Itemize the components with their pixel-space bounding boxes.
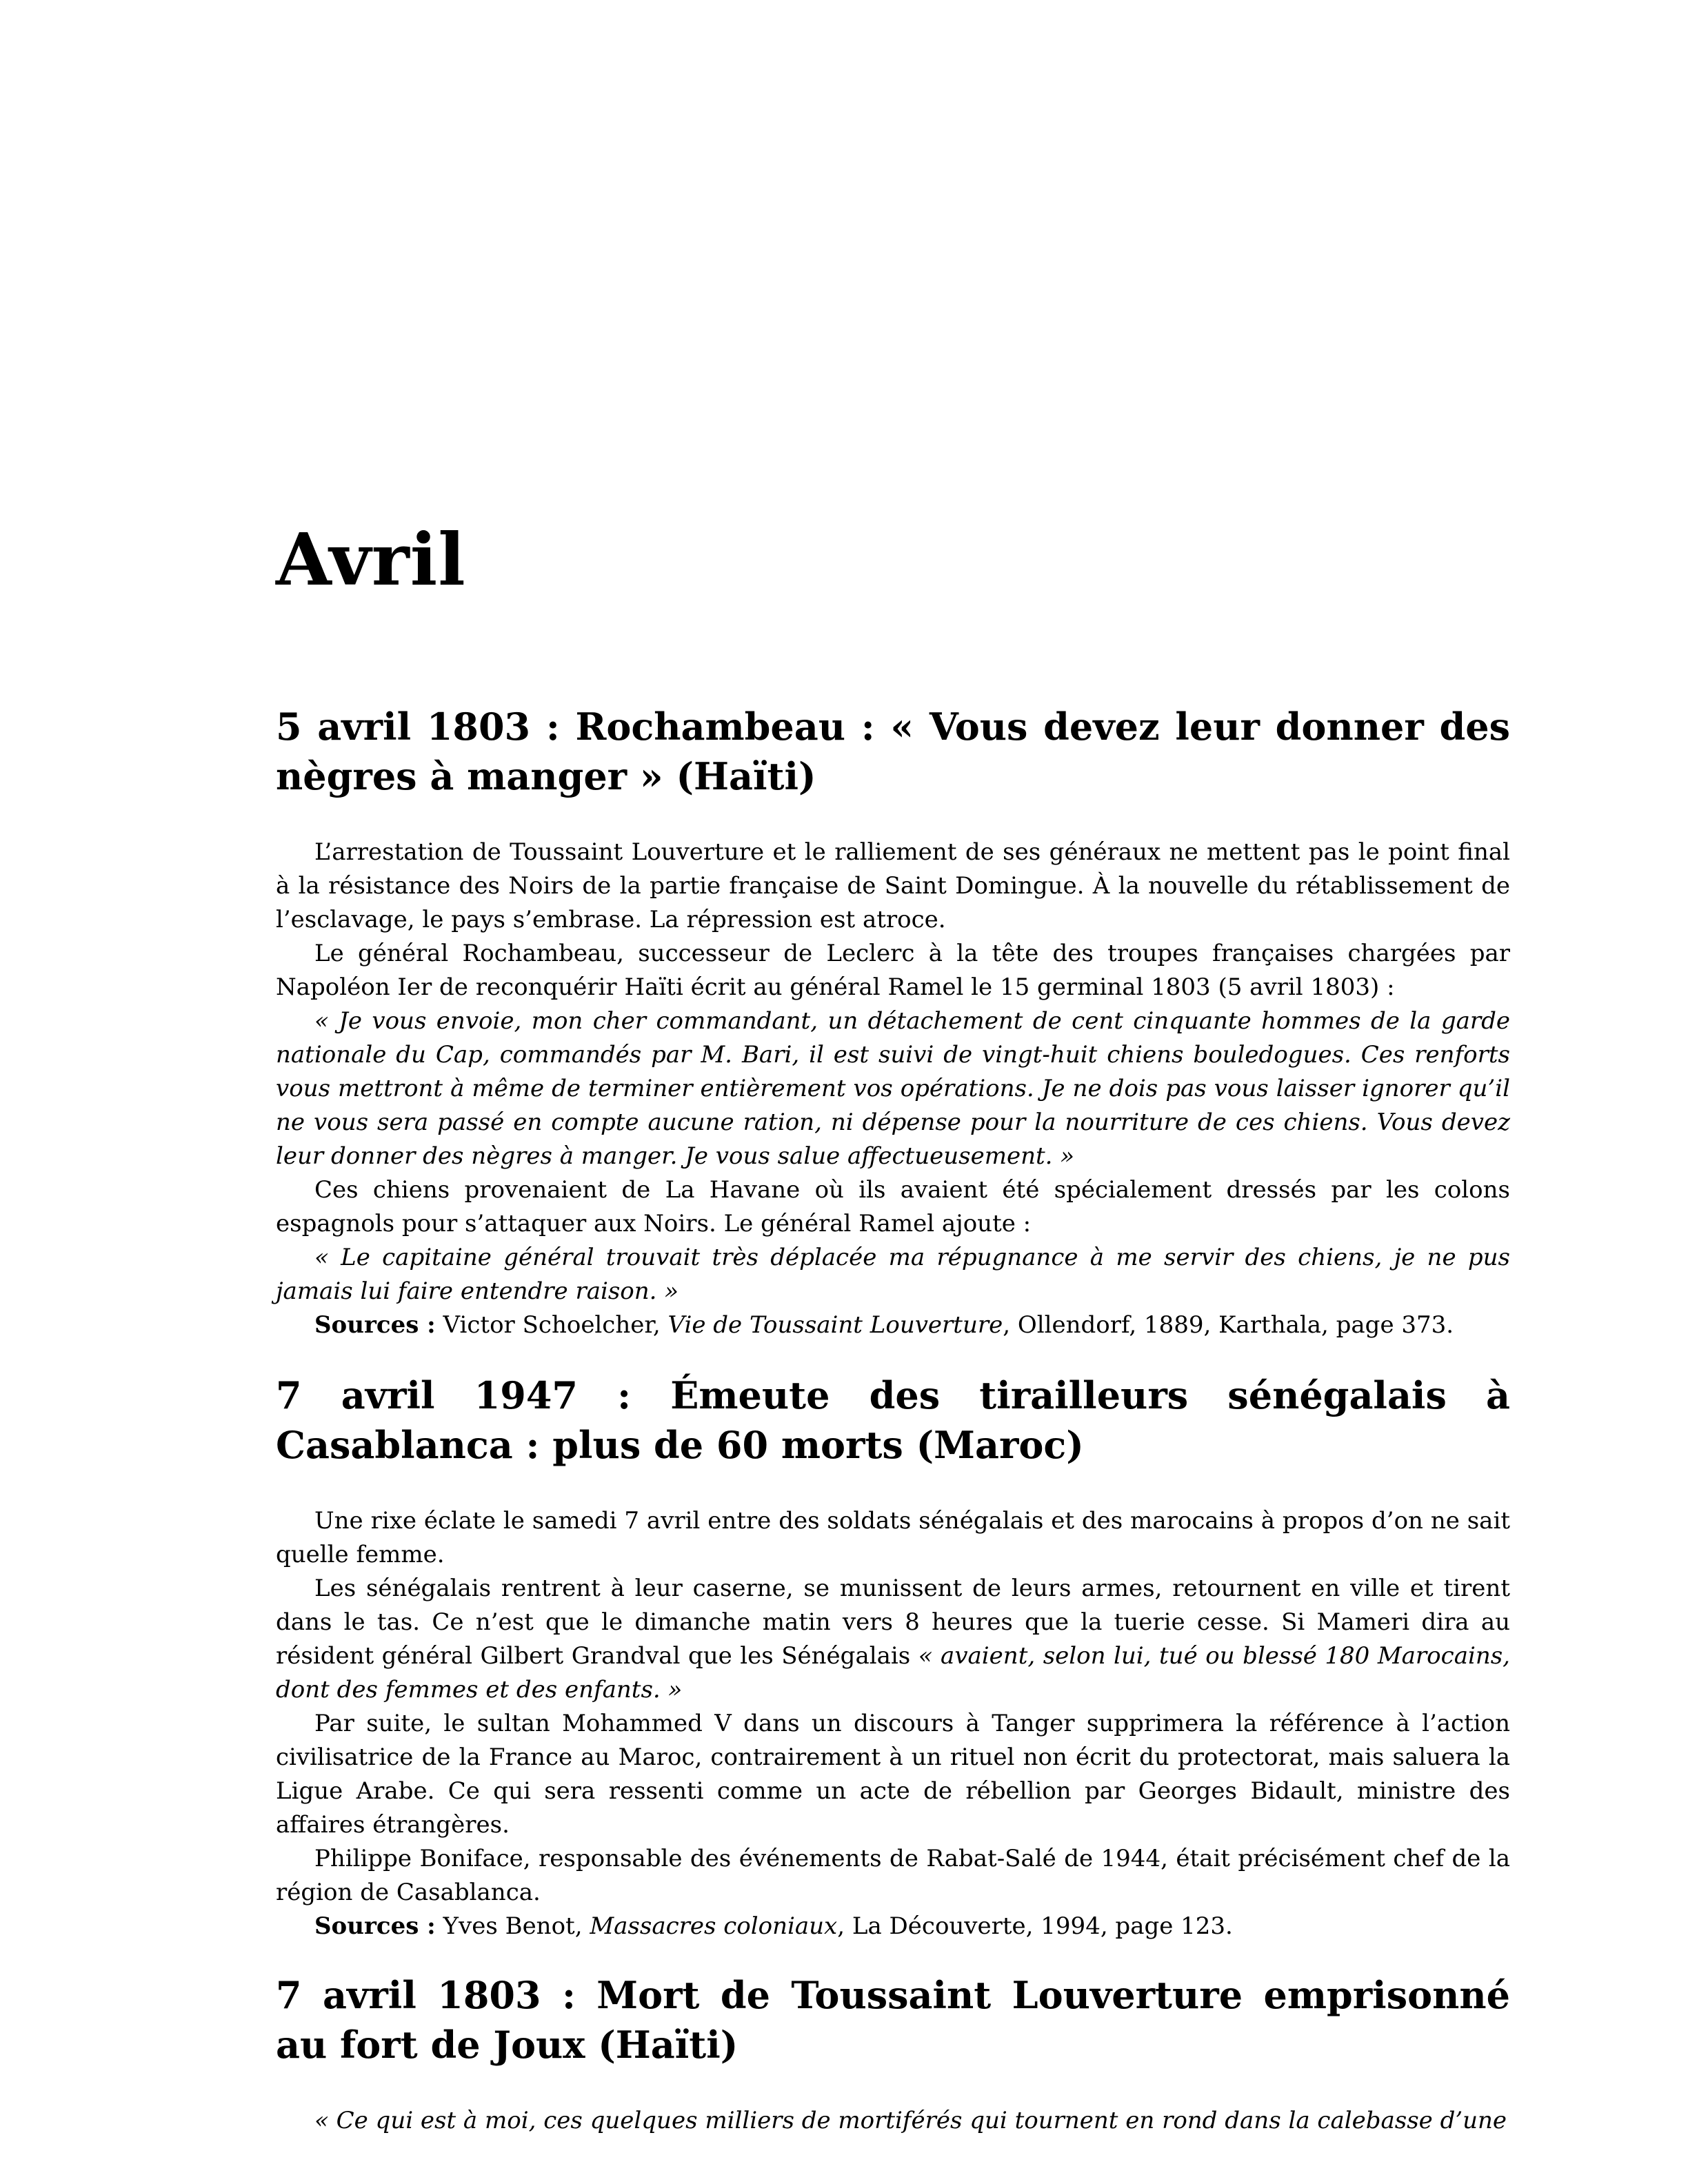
paragraph — [276, 1572, 1510, 1707]
section-1803-rochambeau — [276, 702, 1510, 1342]
sources-book-title: Massacres coloniaux — [590, 1912, 838, 1940]
sources-book-title: Vie de Toussaint Louverture — [667, 1311, 1003, 1339]
sources-line — [276, 1910, 1510, 1943]
section-heading: 7 avril 1947 : Émeute des tirailleurs sénégalais à Casablanca : plus de 60 morts (Maroc) — [276, 1373, 1510, 1467]
paragraph: Une rixe éclate le samedi 7 avril entre des soldats sénégalais et des marocains à propos d’on ne sait quelle femme. — [276, 1507, 1510, 1568]
sources-label: Sources : — [314, 1912, 436, 1940]
paragraph: Philippe Boniface, responsable des événements de Rabat-Salé de 1944, était précisément chef de la région de Casablanca. — [276, 1845, 1510, 1906]
sources-author: Yves Benot, — [443, 1912, 583, 1940]
paragraph-text: Les sénégalais rentrent à leur caserne, se munissent de leurs armes, retournent en ville et tirent dans le tas. Ce n’est que le dimanche matin vers 8 heures que la tuerie cesse. Si Mameri dira au résident général Gilbert Grandval que les Sénégalais — [276, 1575, 1510, 1670]
quotation: « Le capitaine général trouvait très déplacée ma répugnance à me servir des chiens, je ne pus jamais lui faire entendre raison. » — [276, 1244, 1510, 1305]
quotation: « Ce qui est à moi, ces quelques milliers de mortiférés qui tournent en rond dans la calebasse d’une — [314, 2107, 1507, 2134]
sources-line — [276, 1308, 1510, 1342]
paragraph: Ces chiens provenaient de La Havane où ils avaient été spécialement dressés par les colons espagnols pour s’attaquer aux Noirs. Le général Ramel ajoute : — [276, 1176, 1510, 1237]
sources-author: Victor Schoelcher, — [443, 1311, 661, 1339]
paragraph: Le général Rochambeau, successeur de Leclerc à la tête des troupes françaises chargées par Napoléon Ier de reconquérir Haïti écrit au général Ramel le 15 germinal 1803 (5 avril 1803) : — [276, 940, 1510, 1001]
section-heading: 7 avril 1803 : Mort de Toussaint Louverture emprisonné au fort de Joux (Haïti) — [276, 1973, 1510, 2067]
section-1803-toussaint — [276, 1970, 1510, 2138]
sources-details: , La Découverte, 1994, page 123. — [837, 1912, 1233, 1940]
section-heading: 5 avril 1803 : Rochambeau : « Vous devez leur donner des nègres à manger » (Haïti) — [276, 705, 1510, 798]
paragraph: L’arrestation de Toussaint Louverture et le ralliement de ses généraux ne mettent pas le point final à la résistance des Noirs de la partie française de Saint Domingue. À la nouvelle du rétablissement de l’esclavage, le pays s’embrase. La répression est atroce. — [276, 838, 1510, 933]
quotation: « Je vous envoie, mon cher commandant, un détachement de cent cinquante hommes de la garde nationale du Cap, commandés par M. Bari, il est suivi de vingt-huit chiens bouledogues. Ces renforts vous mettront à même de terminer entièrement vos opérations. Je ne dois pas vous laisser ignorer qu’il ne vous sera passé en compte aucune ration, ni dépense pour la nourriture de ces chiens. Vous devez leur donner des nègres à manger. Je vous salue affectueusement. » — [276, 1007, 1510, 1170]
section-1947-casablanca — [276, 1371, 1510, 1943]
sources-label: Sources : — [314, 1311, 436, 1339]
inline-quotation: « avaient, selon lui, tué ou blessé 180 Marocains, dont des femmes et des enfants. » — [276, 1642, 1510, 1703]
sources-details: , Ollendorf, 1889, Karthala, page 373. — [1003, 1311, 1454, 1339]
paragraph: Par suite, le sultan Mohammed V dans un discours à Tanger supprimera la référence à l’action civilisatrice de la France au Maroc, contrairement à un rituel non écrit du protectorat, mais saluera la Ligue Arabe. Ce qui sera ressenti comme un acte de rébellion par Georges Bidault, ministre des affaires étrangères. — [276, 1710, 1510, 1839]
chapter-title: Avril — [276, 517, 466, 602]
